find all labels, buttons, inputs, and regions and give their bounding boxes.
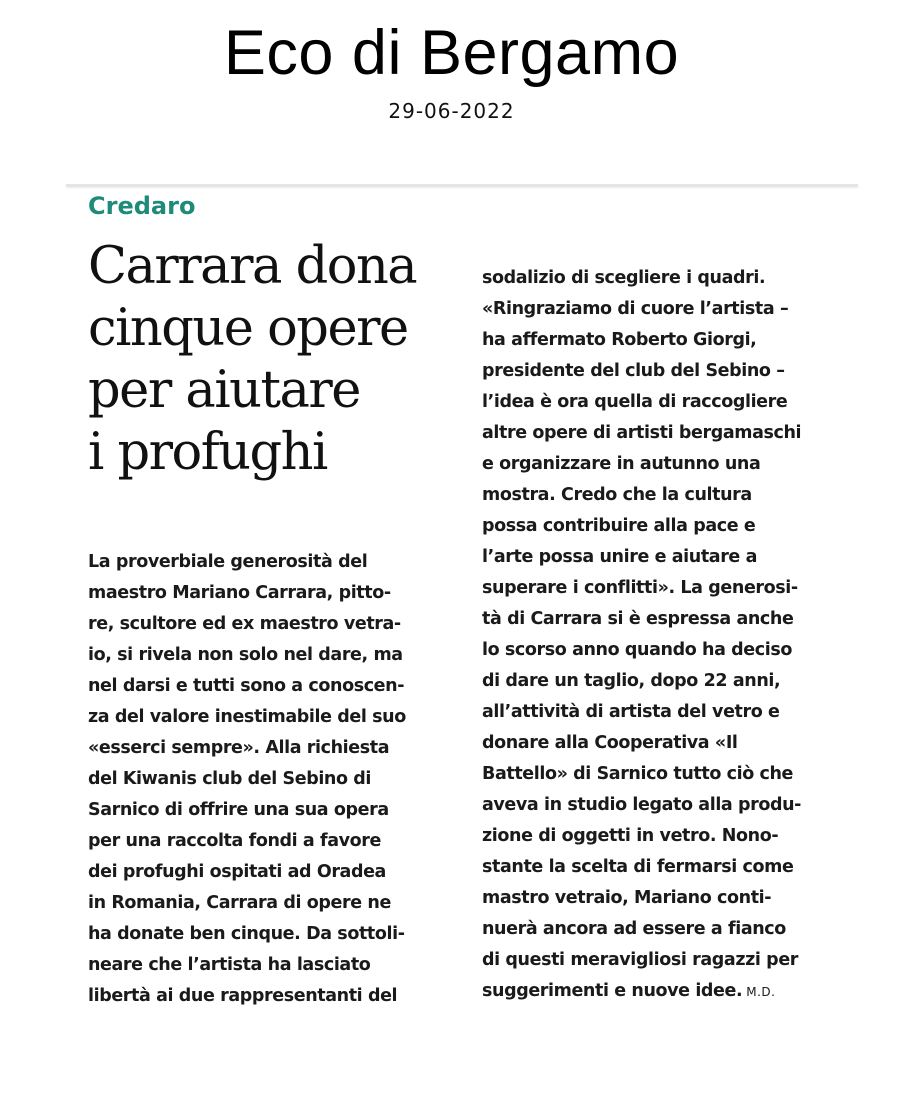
body-line: lo scorso anno quando ha deciso xyxy=(482,640,792,660)
body-line: l’idea è ora quella di raccogliere xyxy=(482,392,788,412)
body-line: sodalizio di scegliere i quadri. xyxy=(482,268,766,288)
body-line: La proverbiale generosità del xyxy=(88,552,368,572)
body-line: l’arte possa unire e aiutare a xyxy=(482,547,758,567)
headline-line: per aiutare xyxy=(88,361,360,420)
publication-date: 29-06-2022 xyxy=(388,99,515,123)
body-line: nuerà ancora ad essere a fianco xyxy=(482,919,786,939)
article-kicker: Credaro xyxy=(88,192,196,220)
body-line: maestro Mariano Carrara, pitto- xyxy=(88,583,391,603)
body-line: possa contribuire alla pace e xyxy=(482,516,756,536)
headline-line: i profughi xyxy=(88,423,327,482)
body-line: aveva in studio legato alla produ- xyxy=(482,795,802,815)
body-line: re, scultore ed ex maestro vetra- xyxy=(88,614,401,634)
body-line: mostra. Credo che la cultura xyxy=(482,485,752,505)
body-line: altre opere di artisti bergamaschi xyxy=(482,423,802,443)
body-line: dei profughi ospitati ad Oradea xyxy=(88,862,386,882)
body-line: stante la scelta di fermarsi come xyxy=(482,857,794,877)
body-line: mastro vetraio, Mariano conti- xyxy=(482,888,772,908)
body-line: za del valore inestimabile del suo xyxy=(88,707,406,727)
body-last-line-text: suggerimenti e nuove idee. xyxy=(482,981,743,1001)
header-divider xyxy=(66,184,858,187)
body-line: zione di oggetti in vetro. Nono- xyxy=(482,826,779,846)
body-line: neare che l’artista ha lasciato xyxy=(88,955,371,975)
body-line: «Ringraziamo di cuore l’artista – xyxy=(482,299,789,319)
body-line: ha affermato Roberto Giorgi, xyxy=(482,330,757,350)
body-line: tà di Carrara si è espressa anche xyxy=(482,609,794,629)
headline-line: Carrara dona xyxy=(88,237,417,296)
body-line: all’attività di artista del vetro e xyxy=(482,702,780,722)
article-body-left-column xyxy=(88,547,458,1012)
body-line: presidente del club del Sebino – xyxy=(482,361,785,381)
body-line: donare alla Cooperativa «Il xyxy=(482,733,738,753)
body-line: Sarnico di offrire una sua opera xyxy=(88,800,389,820)
body-line: Battello» di Sarnico tutto ciò che xyxy=(482,764,794,784)
body-line: e organizzare in autunno una xyxy=(482,454,761,474)
body-line: del Kiwanis club del Sebino di xyxy=(88,769,372,789)
article-headline xyxy=(88,236,468,484)
headline-line: cinque opere xyxy=(88,299,408,358)
body-line: nel darsi e tutti sono a conoscen- xyxy=(88,676,405,696)
body-line: ha donate ben cinque. Da sottoli- xyxy=(88,924,405,944)
body-line: per una raccolta fondi a favore xyxy=(88,831,381,851)
article-body-right-column xyxy=(482,263,852,1008)
body-line: di questi meravigliosi ragazzi per xyxy=(482,950,799,970)
body-line: superare i conflitti». La generosi- xyxy=(482,578,798,598)
body-last-line xyxy=(482,976,852,1008)
author-signature: M.D. xyxy=(746,985,776,999)
masthead xyxy=(0,18,903,123)
body-line: di dare un taglio, dopo 22 anni, xyxy=(482,671,781,691)
body-line: in Romania, Carrara di opere ne xyxy=(88,893,391,913)
body-line: io, si rivela non solo nel dare, ma xyxy=(88,645,403,665)
body-line: «esserci sempre». Alla richiesta xyxy=(88,738,390,758)
body-line: libertà ai due rappresentanti del xyxy=(88,986,398,1006)
newspaper-name: Eco di Bergamo xyxy=(223,18,680,88)
